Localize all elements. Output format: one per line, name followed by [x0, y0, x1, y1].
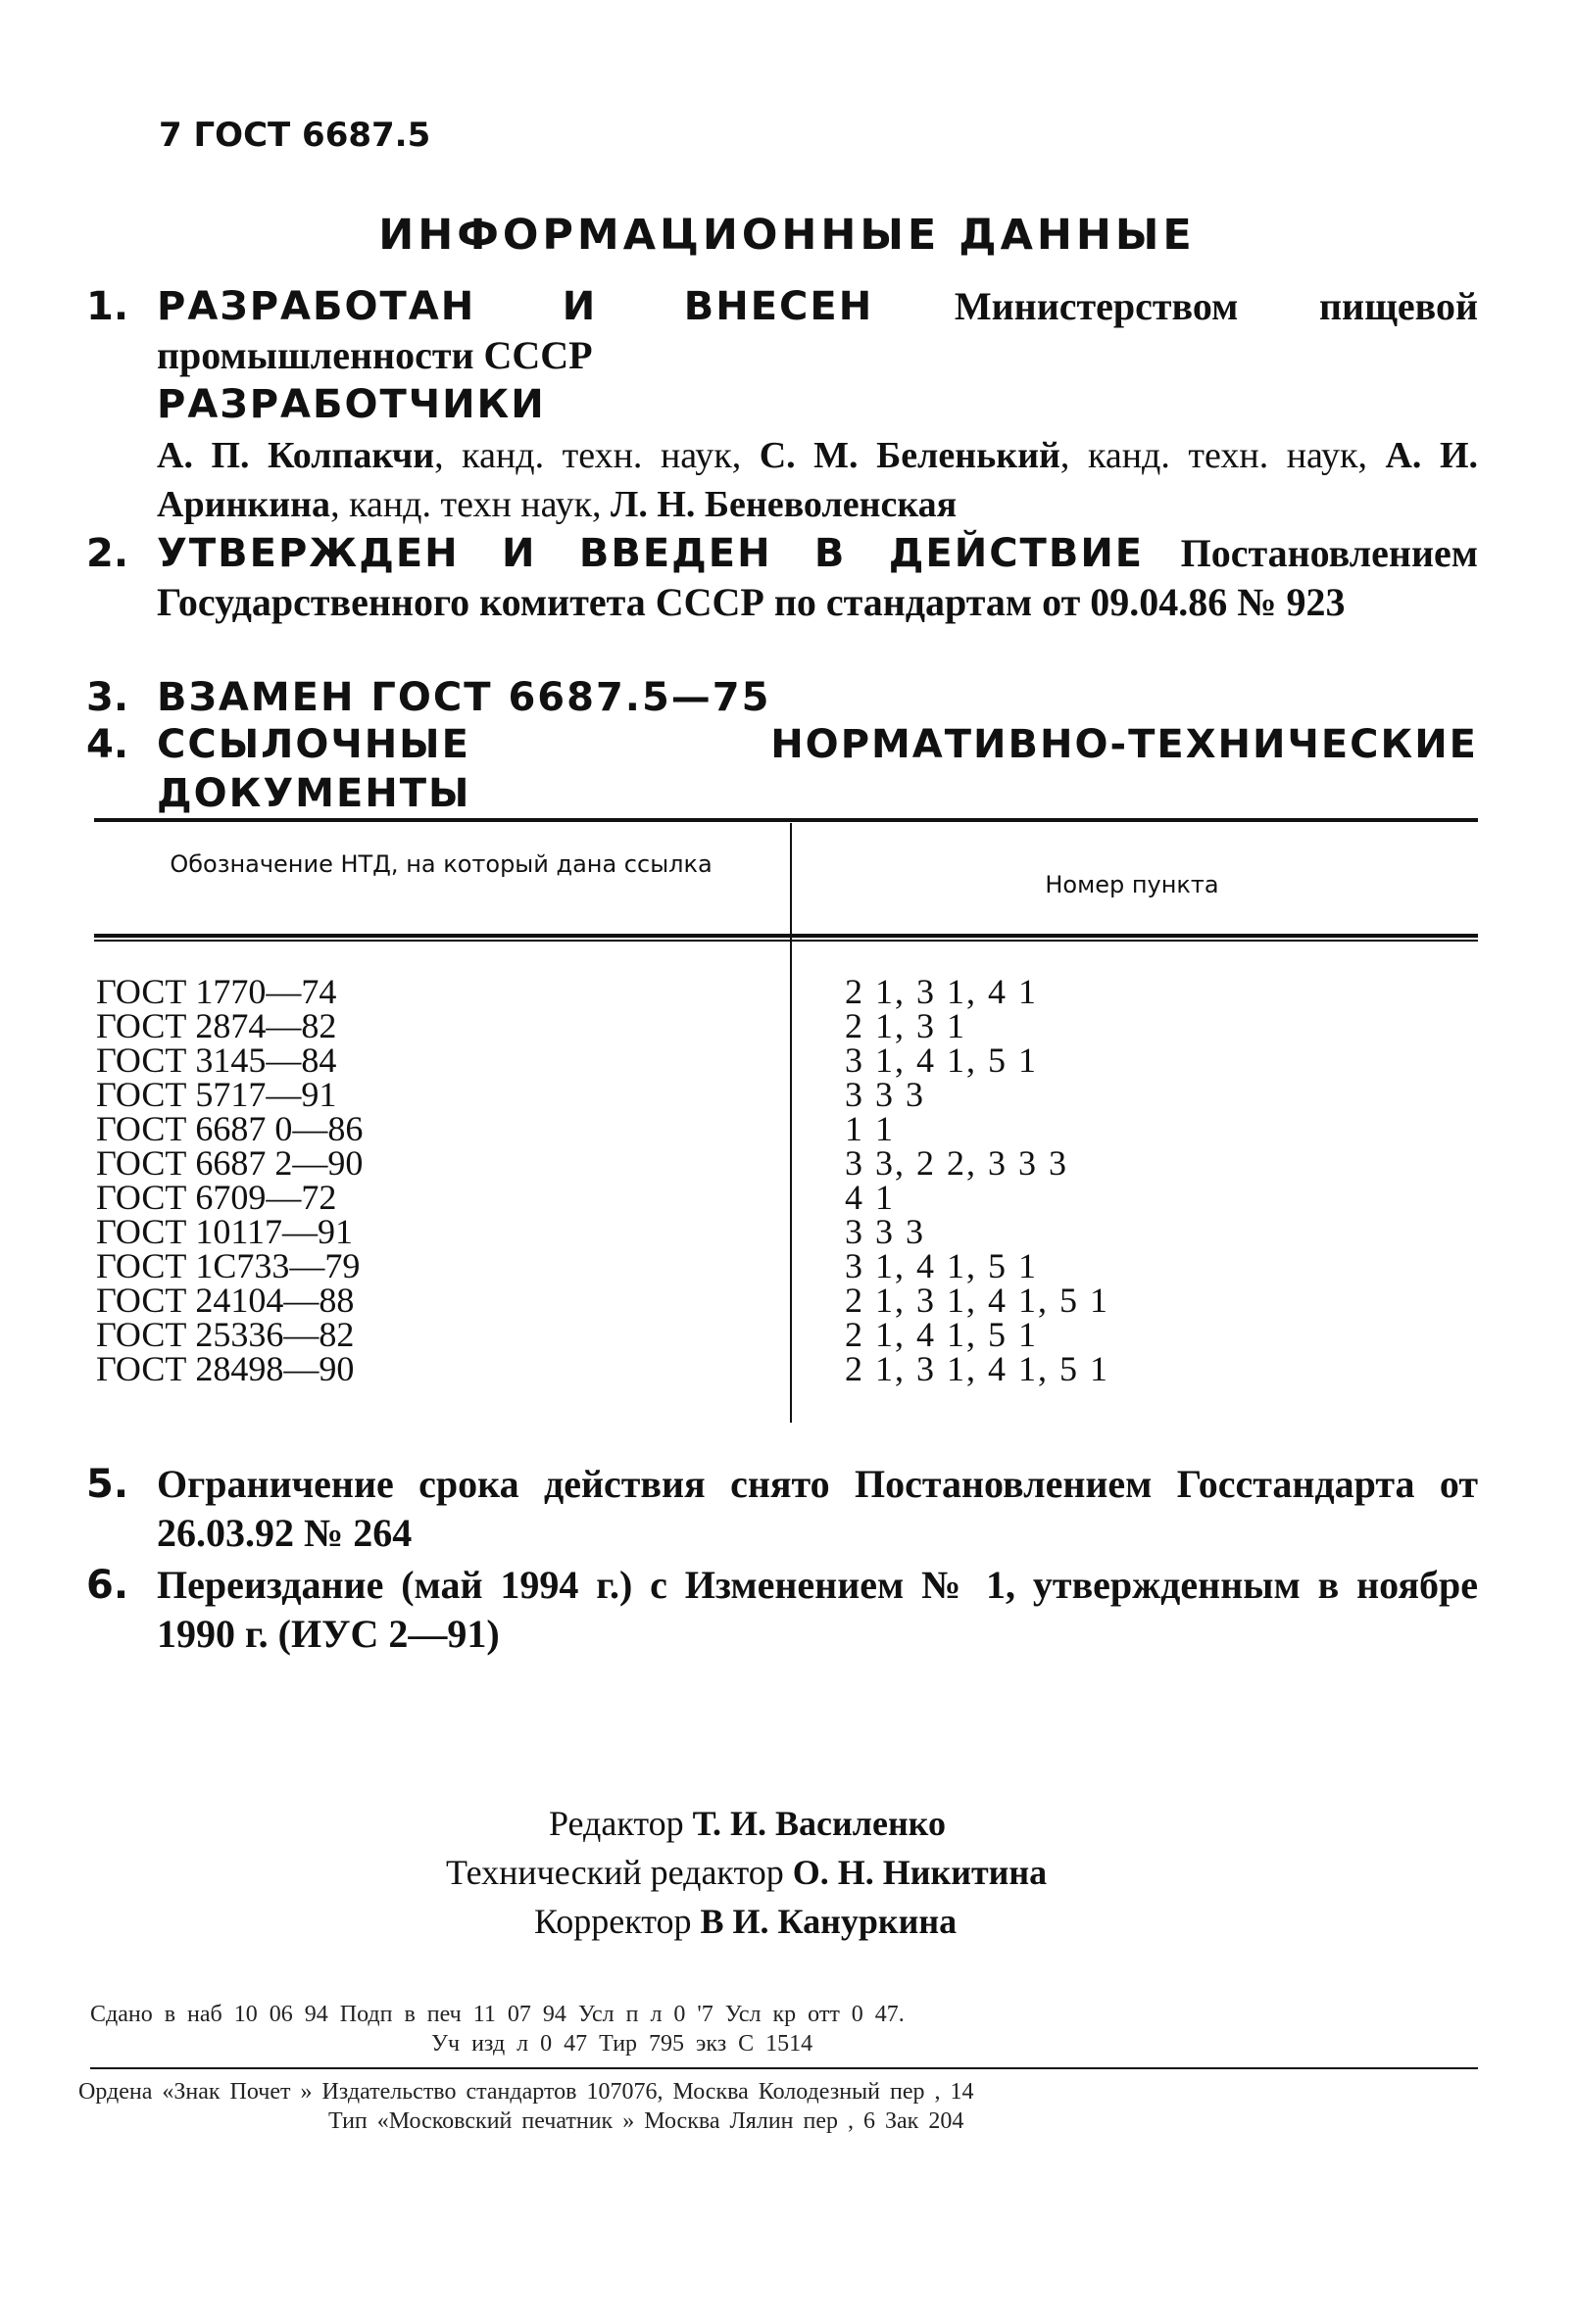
table-column-divider: [790, 823, 792, 1423]
imprint-line-3: Ордена «Знак Почет » Издательство стандартов 107076, Москва Колодезный пер , 14: [78, 2079, 974, 2105]
table-cell-points: 2 1, 3 1, 4 1: [845, 972, 1038, 1011]
info-item-2: [86, 529, 1478, 627]
page-header: 7 ГОСТ 6687.5: [159, 116, 431, 155]
item-number: 6.: [86, 1563, 129, 1608]
credit-name: Т. И. Василенко: [692, 1804, 946, 1843]
table-cell-points: 2 1, 3 1, 4 1, 5 1: [845, 1349, 1109, 1388]
info-item-1: [86, 282, 1478, 380]
credit-role: Редактор: [549, 1804, 684, 1843]
table-cell-points: 3 1, 4 1, 5 1: [845, 1041, 1038, 1080]
reference-codes-column: [96, 972, 364, 1388]
info-item-6: [86, 1561, 1478, 1659]
credit-editor: [549, 1803, 946, 1844]
table-header-designation: Обозначение НТД, на который дана ссылка: [170, 850, 713, 878]
table-cell-points: 1 1: [845, 1109, 895, 1148]
developer-name: С. М. Беленький: [759, 435, 1060, 476]
developers-label: РАЗРАБОТЧИКИ: [157, 382, 546, 427]
table-cell-code: ГОСТ 3145—84: [96, 1041, 337, 1080]
table-cell-points: 2 1, 3 1: [845, 1006, 966, 1045]
table-cell-code: ГОСТ 6687 2—90: [96, 1143, 364, 1183]
table-header-rule: [94, 934, 1478, 938]
item-number: 5.: [86, 1462, 129, 1507]
table-cell-code: ГОСТ 25336—82: [96, 1315, 355, 1354]
imprint-line-4: Тип «Московский печатник » Москва Лялин пер , 6 Зак 204: [328, 2108, 964, 2134]
item-number: 2.: [86, 531, 129, 576]
credit-name: В И. Кануркина: [700, 1902, 958, 1941]
reference-points-column: [845, 972, 1109, 1388]
table-cell-points: 3 1, 4 1, 5 1: [845, 1246, 1038, 1285]
table-cell-points: 3 3 3: [845, 1212, 925, 1251]
imprint-line-2: Уч изд л 0 47 Тир 795 экз С 1514: [431, 2031, 813, 2057]
table-cell-code: ГОСТ 5717—91: [96, 1075, 337, 1114]
item-text: Переиздание (май 1994 г.) с Изменением № 1, утвержденным в ноябре 1990 г. (ИУС 2—91): [157, 1563, 1478, 1656]
item-text: Ограничение срока действия снято Постановлением Госстандарта от 26.03.92 № 264: [157, 1462, 1478, 1555]
section-title: ИНФОРМАЦИОННЫЕ ДАННЫЕ: [378, 211, 1196, 260]
table-cell-points: 4 1: [845, 1178, 895, 1217]
developer-name: А. И. Аринкина: [157, 435, 1479, 525]
table-cell-points: 2 1, 3 1, 4 1, 5 1: [845, 1281, 1109, 1320]
item-keyword: РАЗРАБОТАН И ВНЕСЕН: [157, 284, 874, 329]
table-cell-code: ГОСТ 28498—90: [96, 1349, 355, 1388]
table-cell-code: ГОСТ 1770—74: [96, 972, 337, 1011]
developer-degree: , канд. техн. наук,: [1059, 435, 1386, 476]
table-cell-points: 2 1, 4 1, 5 1: [845, 1315, 1038, 1354]
credit-technical-editor: [446, 1852, 1047, 1893]
item-keyword: УТВЕРЖДЕН И ВВЕДЕН В ДЕЙСТВИЕ: [157, 531, 1145, 576]
info-item-3: [86, 673, 1478, 722]
table-top-rule: [94, 818, 1478, 822]
credit-corrector: [534, 1901, 957, 1942]
table-header-rule-thin: [94, 940, 1478, 942]
table-cell-code: ГОСТ 24104—88: [96, 1281, 355, 1320]
imprint-rule: [90, 2067, 1478, 2069]
credit-name: О. Н. Никитина: [792, 1853, 1048, 1892]
table-header-item-number: Номер пункта: [1045, 871, 1219, 898]
developer-degree: , канд. техн. наук,: [434, 435, 760, 476]
table-cell-code: ГОСТ 10117—91: [96, 1212, 354, 1251]
imprint-line-1: Сдано в наб 10 06 94 Подп в печ 11 07 94 Усл п л 0 '7 Усл кр отт 0 47.: [90, 2002, 905, 2027]
item-text: Постановлением Государственного комитета СССР по стандартам от 09.04.86 № 923: [157, 531, 1478, 624]
item-text: Министерством пищевой промышленности СССР: [157, 284, 1478, 377]
developer-name: А. П. Колпакчи: [157, 435, 435, 476]
table-cell-code: ГОСТ 6687 0—86: [96, 1109, 364, 1148]
table-cell-code: ГОСТ 1С733—79: [96, 1246, 361, 1285]
table-cell-points: 3 3, 2 2, 3 3 3: [845, 1143, 1068, 1183]
table-cell-points: 3 3 3: [845, 1075, 925, 1114]
table-cell-code: ГОСТ 2874—82: [96, 1006, 337, 1045]
developer-degree: , канд. техн наук,: [330, 484, 612, 525]
item-keyword: ВЗАМЕН ГОСТ 6687.5—75: [157, 675, 771, 720]
item-number: 4.: [86, 722, 129, 767]
item-number: 3.: [86, 675, 129, 720]
table-cell-code: ГОСТ 6709—72: [96, 1178, 337, 1217]
credit-role: Технический редактор: [446, 1853, 784, 1892]
credit-role: Корректор: [534, 1902, 692, 1941]
info-item-4: [86, 720, 1478, 818]
item-number: 1.: [86, 284, 129, 329]
item-keyword: ССЫЛОЧНЫЕ НОРМАТИВНО-ТЕХНИЧЕСКИЕ ДОКУМЕНТЫ: [157, 722, 1478, 816]
info-item-5: [86, 1460, 1478, 1558]
developers-list: [157, 431, 1478, 529]
developer-name: Л. Н. Беневоленская: [611, 484, 958, 525]
